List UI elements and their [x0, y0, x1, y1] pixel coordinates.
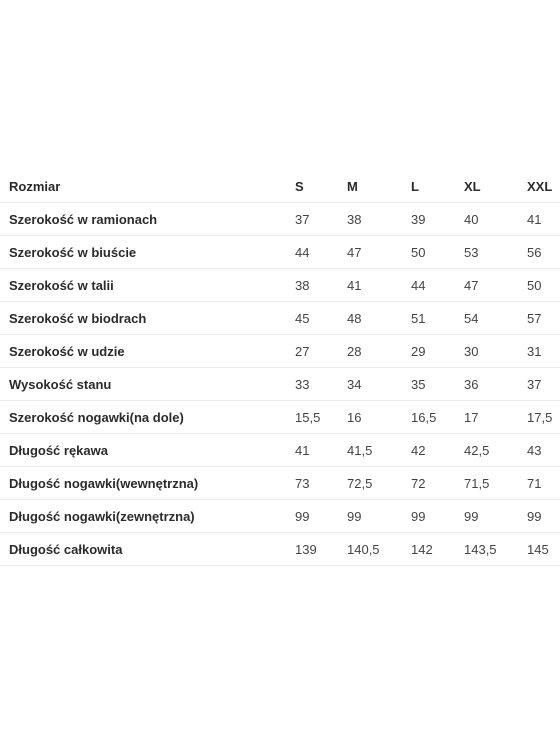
row-value: 54	[464, 310, 479, 326]
row-value: 37	[295, 211, 310, 227]
table-row	[0, 236, 560, 269]
row-value: 99	[464, 508, 479, 524]
row-value: 71,5	[464, 475, 490, 491]
row-value: 44	[295, 244, 310, 260]
row-value: 139	[295, 541, 317, 557]
row-value: 34	[347, 376, 362, 392]
row-value: 44	[411, 277, 426, 293]
row-label: Długość całkowita	[9, 541, 123, 557]
row-value: 36	[464, 376, 479, 392]
row-value: 50	[411, 244, 426, 260]
header-size-l: L	[411, 178, 419, 194]
table-row	[0, 203, 560, 236]
row-value: 31	[527, 343, 542, 359]
row-label: Szerokość w talii	[9, 277, 114, 293]
row-value: 41	[347, 277, 362, 293]
row-value: 17,5	[527, 409, 553, 425]
row-label: Długość nogawki(wewnętrzna)	[9, 475, 199, 491]
table-header-row	[0, 170, 560, 203]
row-value: 99	[347, 508, 362, 524]
row-value: 39	[411, 211, 426, 227]
row-value: 33	[295, 376, 310, 392]
row-value: 42,5	[464, 442, 490, 458]
row-value: 140,5	[347, 541, 380, 557]
row-value: 40	[464, 211, 479, 227]
table-body	[0, 203, 560, 566]
header-size-m: M	[347, 178, 358, 194]
row-value: 56	[527, 244, 542, 260]
row-value: 42	[411, 442, 426, 458]
row-value: 72	[411, 475, 426, 491]
row-label: Długość nogawki(zewnętrzna)	[9, 508, 195, 524]
table-row	[0, 467, 560, 500]
row-value: 51	[411, 310, 426, 326]
row-value: 41	[527, 211, 542, 227]
row-label: Szerokość w ramionach	[9, 211, 158, 227]
row-value: 53	[464, 244, 479, 260]
row-value: 50	[527, 277, 542, 293]
table-row	[0, 434, 560, 467]
row-value: 47	[464, 277, 479, 293]
row-value: 41	[295, 442, 310, 458]
row-value: 71	[527, 475, 542, 491]
row-value: 35	[411, 376, 426, 392]
row-value: 16,5	[411, 409, 437, 425]
row-label: Szerokość w udzie	[9, 343, 125, 359]
table-row	[0, 302, 560, 335]
row-value: 43	[527, 442, 542, 458]
table-row	[0, 533, 560, 566]
row-label: Szerokość w biuście	[9, 244, 137, 260]
row-value: 99	[411, 508, 426, 524]
table-row	[0, 269, 560, 302]
row-value: 27	[295, 343, 310, 359]
row-value: 38	[347, 211, 362, 227]
row-label: Długość rękawa	[9, 442, 108, 458]
row-value: 41,5	[347, 442, 373, 458]
row-value: 48	[347, 310, 362, 326]
row-value: 17	[464, 409, 479, 425]
row-value: 99	[295, 508, 310, 524]
row-value: 29	[411, 343, 426, 359]
size-chart-table	[0, 170, 560, 566]
row-value: 15,5	[295, 409, 321, 425]
row-value: 99	[527, 508, 542, 524]
row-value: 145	[527, 541, 549, 557]
row-value: 73	[295, 475, 310, 491]
table-row	[0, 401, 560, 434]
row-label: Wysokość stanu	[9, 376, 112, 392]
row-value: 143,5	[464, 541, 497, 557]
row-value: 47	[347, 244, 362, 260]
row-value: 16	[347, 409, 362, 425]
row-value: 37	[527, 376, 542, 392]
row-value: 72,5	[347, 475, 373, 491]
row-label: Szerokość w biodrach	[9, 310, 147, 326]
row-label: Szerokość nogawki(na dole)	[9, 409, 184, 425]
row-value: 30	[464, 343, 479, 359]
row-value: 142	[411, 541, 433, 557]
table-row	[0, 368, 560, 401]
row-value: 45	[295, 310, 310, 326]
header-label: Rozmiar	[9, 178, 61, 194]
header-size-xxl: XXL	[527, 178, 553, 194]
row-value: 38	[295, 277, 310, 293]
header-size-s: S	[295, 178, 304, 194]
table-row	[0, 335, 560, 368]
table-row	[0, 500, 560, 533]
row-value: 57	[527, 310, 542, 326]
row-value: 28	[347, 343, 362, 359]
header-size-xl: XL	[464, 178, 481, 194]
